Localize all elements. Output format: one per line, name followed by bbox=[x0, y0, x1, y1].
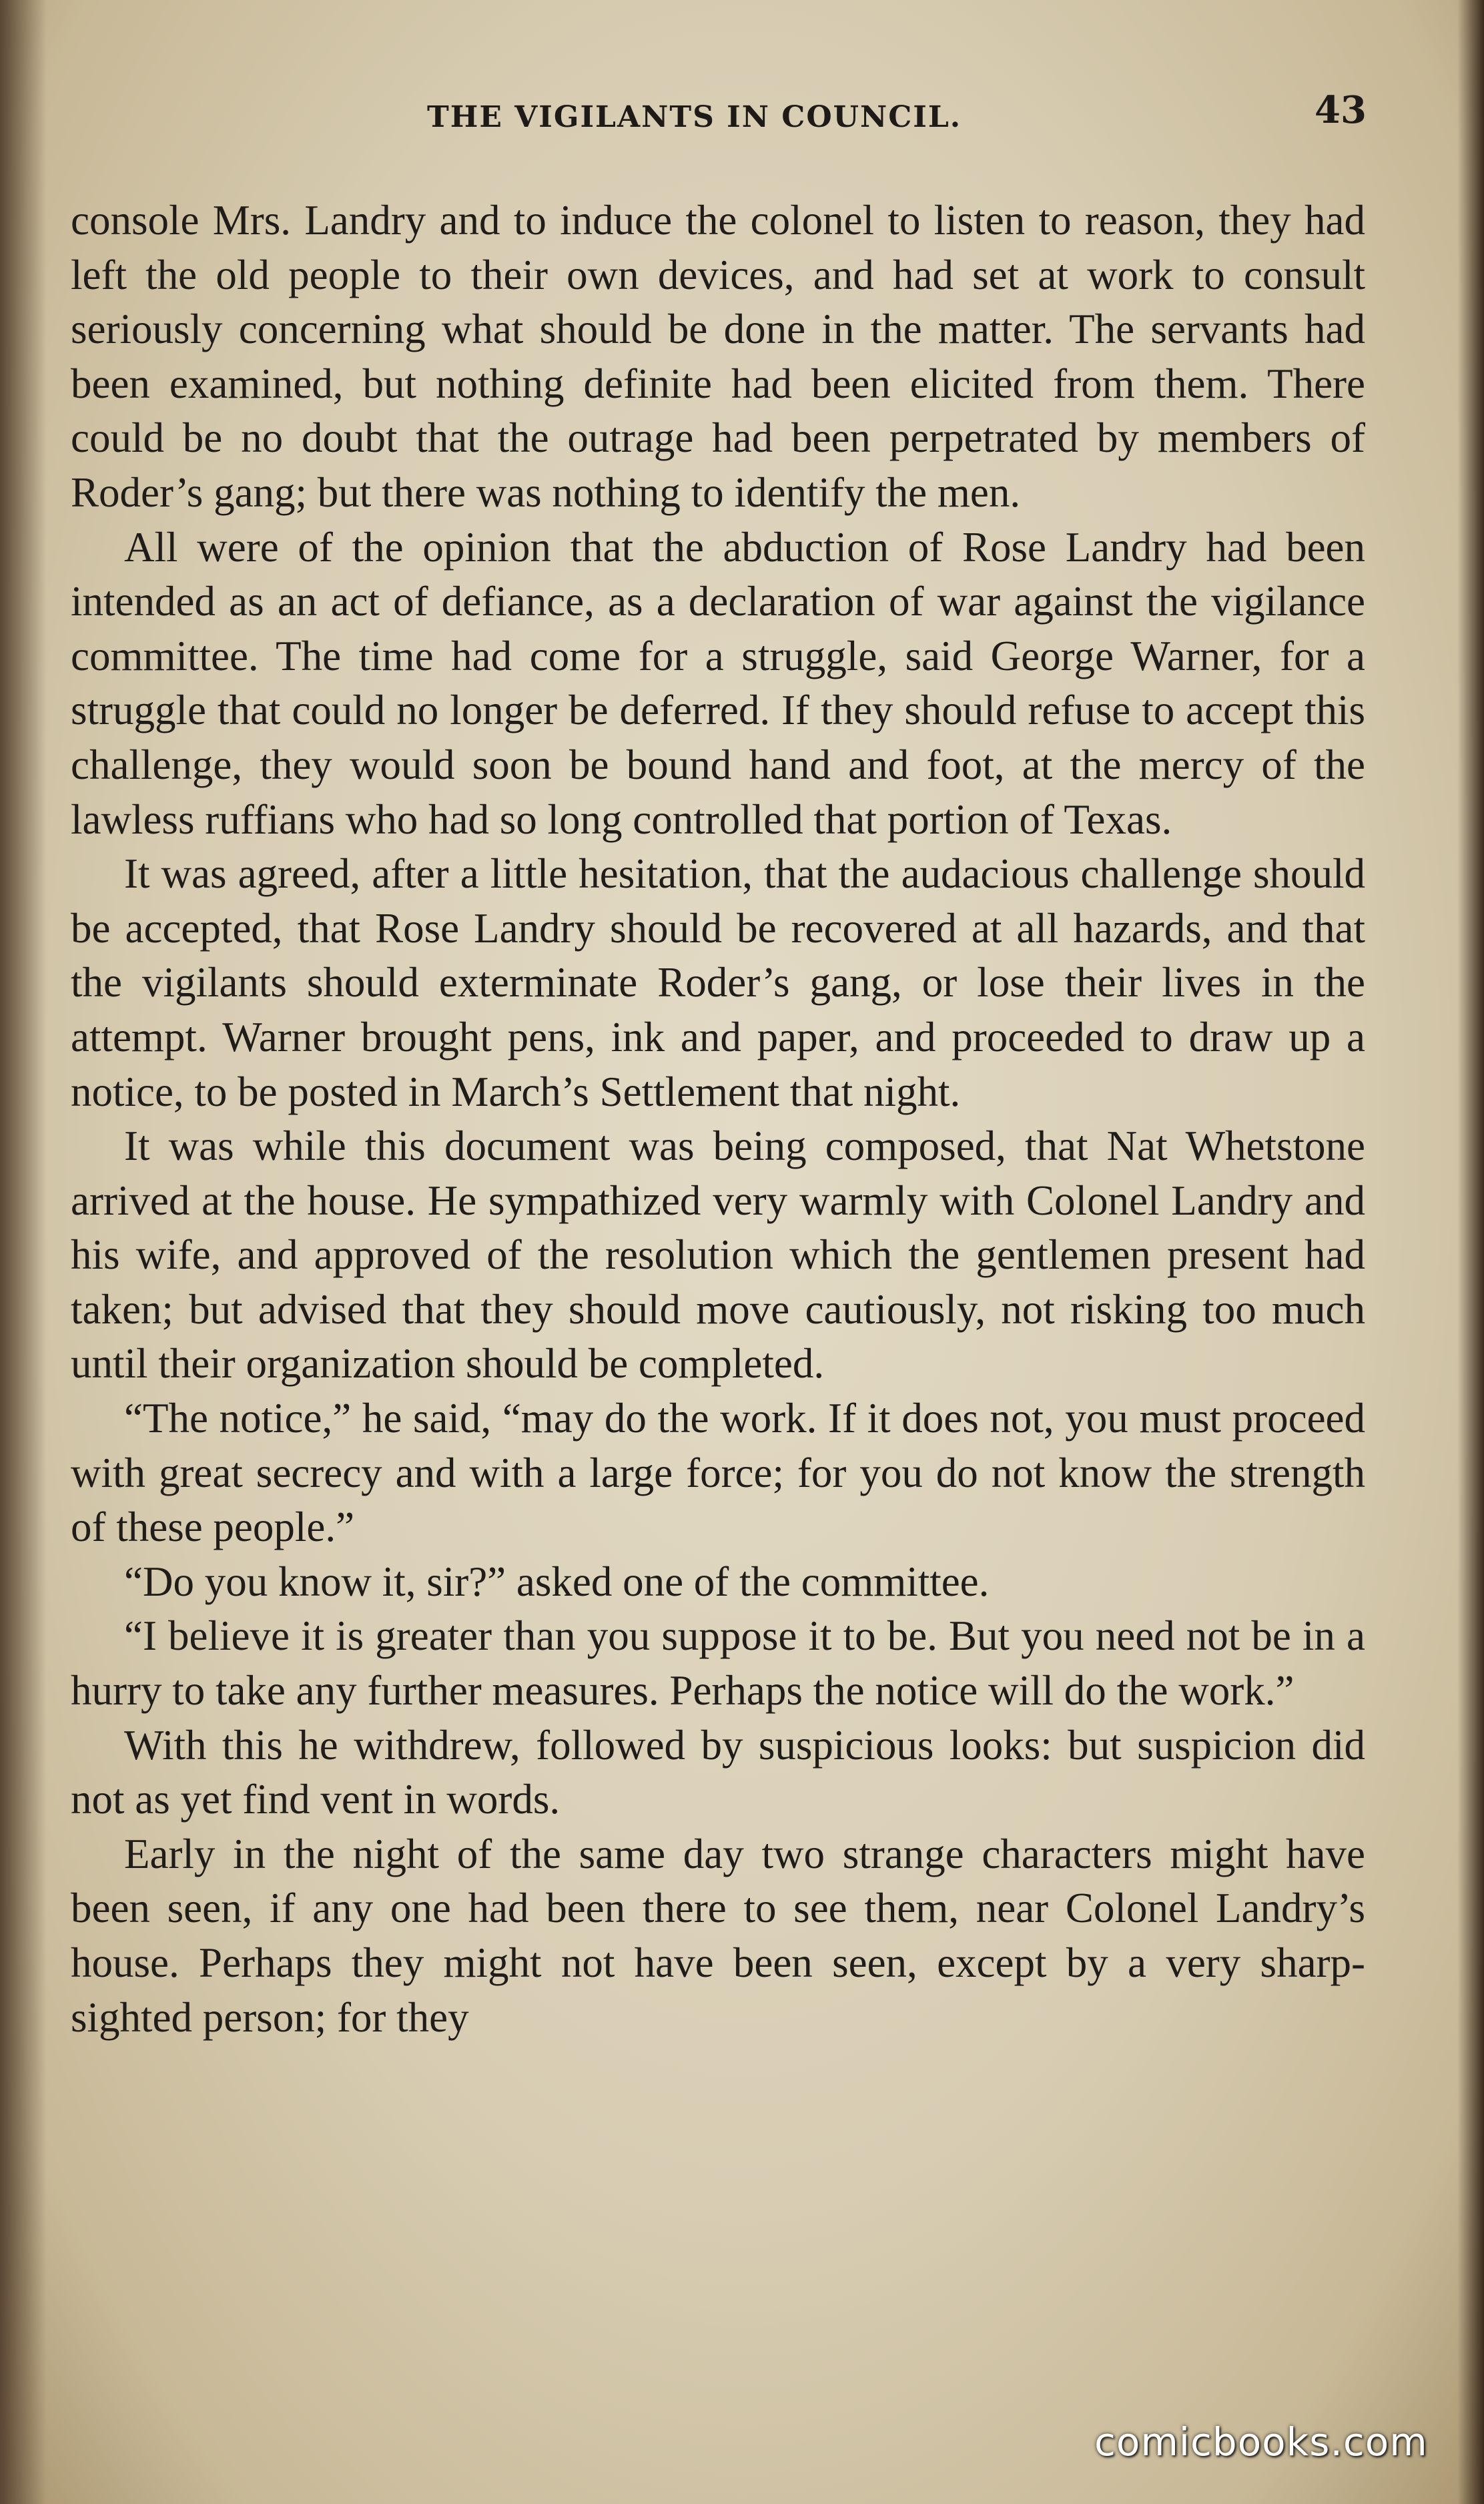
paragraph: All were of the opinion that the abduction of Rose Landry had been intended as an act of defiance, as a declaration of war against the vigilance committee. The time had come for a struggle, said George Warner, for a struggle that could no longer be deferred. If they should refuse to accept this challenge, they would soon be bound hand and foot, at the mercy of the lawless ruffians who had so long controlled that portion of Texas. bbox=[71, 523, 1365, 843]
paragraph: Early in the night of the same day two strange characters might have been seen, if any one had been there to see them, near Colonel Landry’s house. Perhaps they might not have been seen, except by a very sharp-sighted person; for they bbox=[71, 1830, 1365, 2041]
paragraph: console Mrs. Landry and to induce the colonel to listen to reason, they had left the old people to their own devices, and had set at work to consult seriously concerning what should be done in the matter. The servants had been examined, but nothing definite had been elicited from them. There could be no doubt that the outrage had been perpetrated by members of Roder’s gang; but there was nothing to identify the men. bbox=[71, 197, 1365, 516]
body-text bbox=[71, 194, 1365, 2045]
paragraph: It was while this document was being composed, that Nat Whetstone arrived at the house. He sympathized very warmly with Colonel Landry and his wife, and approved of the resolution which the gentlemen present had taken; but advised that they should move cautiously, not risking too much until their organization should be completed. bbox=[71, 1123, 1365, 1387]
paragraph: “I believe it is greater than you suppose it to be. But you need not be in a hurry to take any further measures. Perhaps the notice will do the work.” bbox=[71, 1612, 1365, 1714]
paragraph: With this he withdrew, followed by suspicious looks: but suspicion did not as yet find vent in words. bbox=[71, 1721, 1365, 1823]
paragraph: It was agreed, after a little hesitation, that the audacious challenge should be accepted, that Rose Landry should be recovered at all hazards, and that the vigilants should exterminate Roder’s gang, or lose their lives in the attempt. Warner brought pens, ink and paper, and proceeded to draw up a notice, to be posted in March’s Settlement that night. bbox=[71, 850, 1365, 1115]
paragraph: “Do you know it, sir?” asked one of the committee. bbox=[124, 1558, 990, 1605]
paragraph: “The notice,” he said, “may do the work. If it does not, you must proceed with great secrecy and with a large force; for you do not know the strength of these people.” bbox=[71, 1395, 1365, 1551]
page-number: 43 bbox=[1315, 88, 1367, 132]
watermark: comicbooks.com bbox=[1094, 2419, 1428, 2465]
running-title: THE VIGILANTS IN COUNCIL. bbox=[427, 100, 962, 134]
